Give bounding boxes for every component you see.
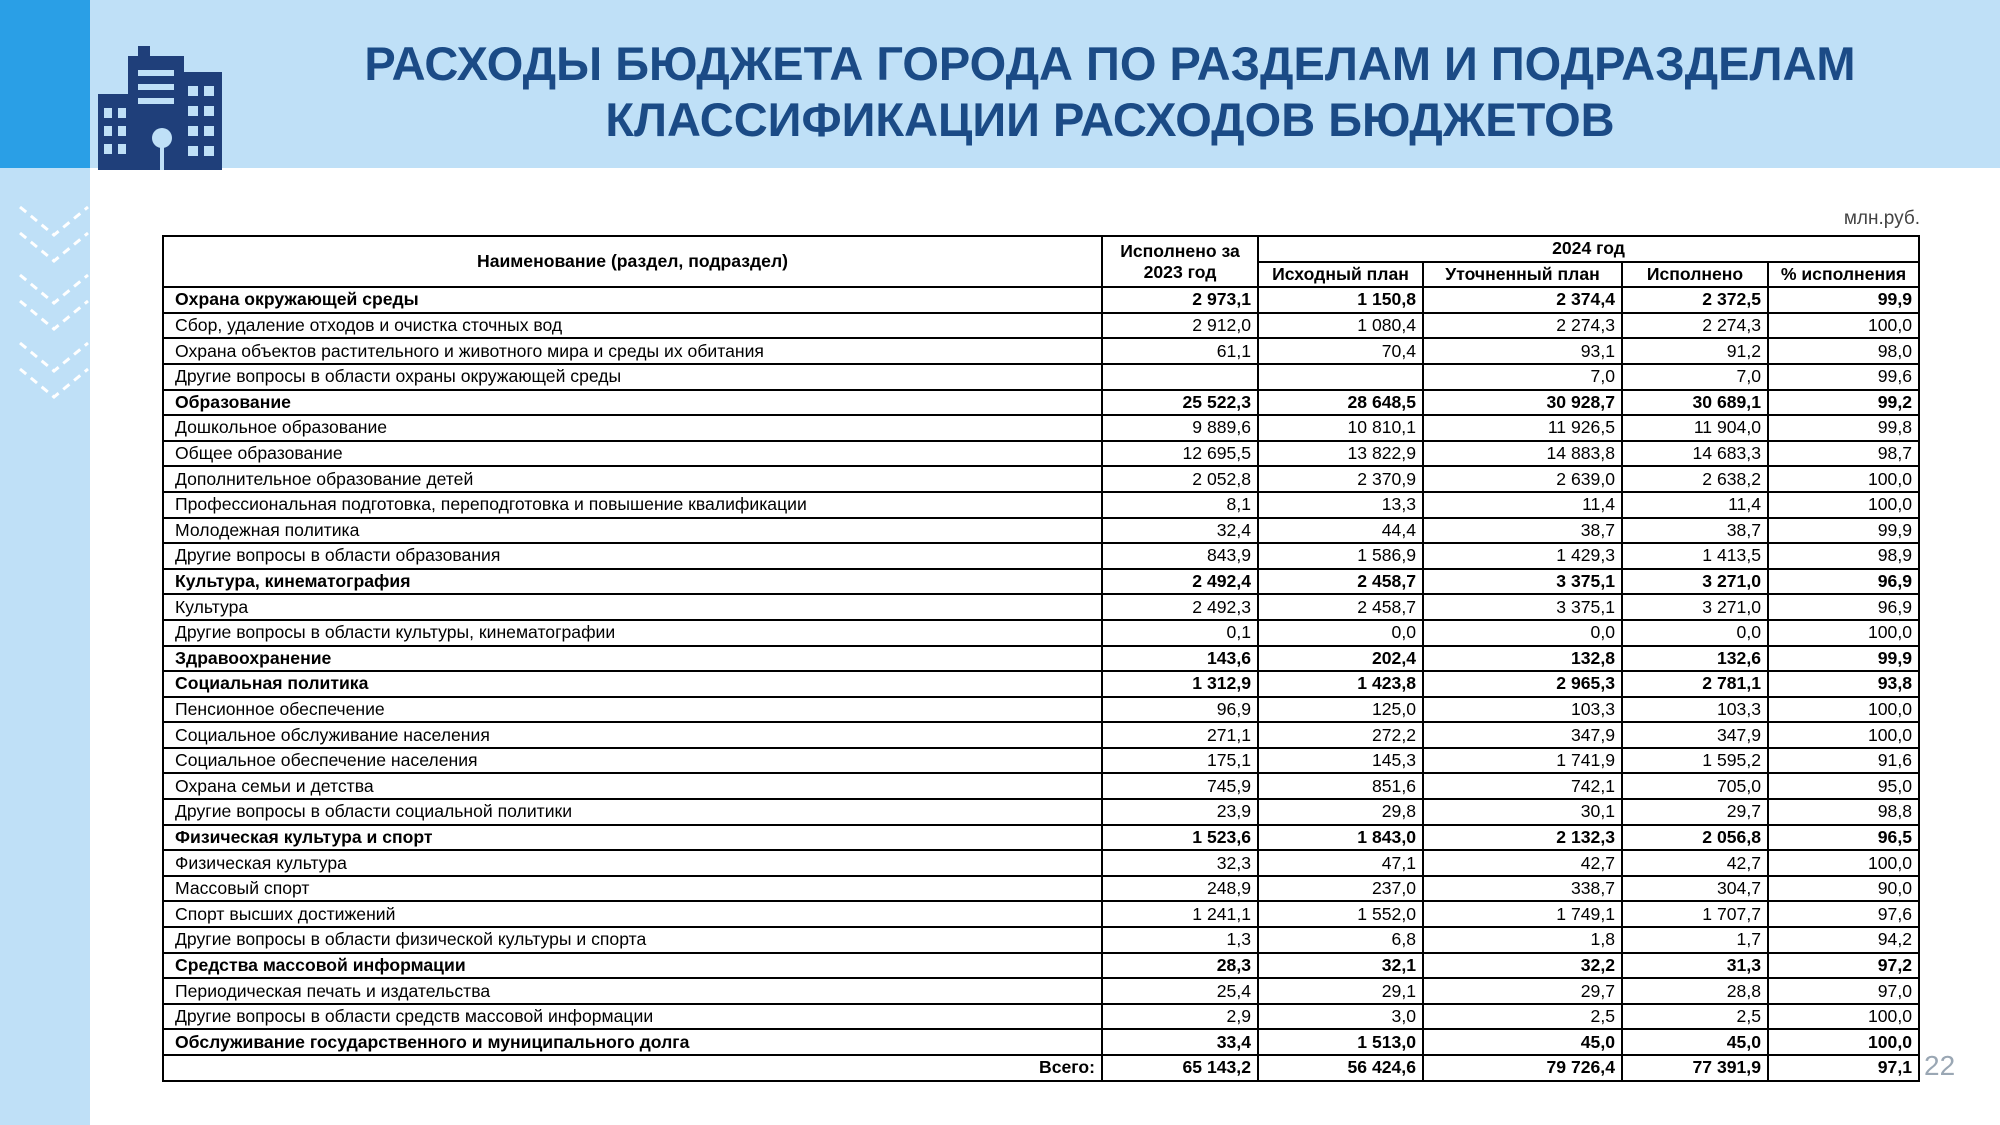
cell-revised: 29,7 <box>1423 978 1622 1004</box>
cell-revised: 30,1 <box>1423 799 1622 825</box>
row-name: Средства массовой информации <box>163 953 1102 979</box>
cell-v2023 <box>1102 364 1258 390</box>
cell-initial: 1 513,0 <box>1258 1029 1423 1055</box>
row-name: Общее образование <box>163 441 1102 467</box>
cell-revised: 2 132,3 <box>1423 825 1622 851</box>
cell-executed: 11 904,0 <box>1622 415 1768 441</box>
cell-executed: 38,7 <box>1622 518 1768 544</box>
cell-percent: 97,2 <box>1768 953 1919 979</box>
cell-initial: 1 586,9 <box>1258 543 1423 569</box>
cell-executed: 14 683,3 <box>1622 441 1768 467</box>
table-row <box>163 978 1919 1004</box>
table-row <box>163 338 1919 364</box>
cell-initial: 28 648,5 <box>1258 390 1423 416</box>
row-name: Обслуживание государственного и муниципального долга <box>163 1029 1102 1055</box>
cell-percent: 97,0 <box>1768 978 1919 1004</box>
column-header-2023-line1: Исполнено за <box>1120 240 1240 261</box>
cell-revised: 1 741,9 <box>1423 748 1622 774</box>
cell-v2023: 32,3 <box>1102 850 1258 876</box>
cell-percent: 100,0 <box>1768 722 1919 748</box>
cell-revised: 2 639,0 <box>1423 466 1622 492</box>
cell-percent: 99,6 <box>1768 364 1919 390</box>
cell-percent: 96,9 <box>1768 594 1919 620</box>
cell-initial: 272,2 <box>1258 722 1423 748</box>
table-row <box>163 953 1919 979</box>
cell-executed: 11,4 <box>1622 492 1768 518</box>
column-header-revised-plan: Уточненный план <box>1423 262 1622 288</box>
row-name: Социальное обеспечение населения <box>163 748 1102 774</box>
table-row <box>163 748 1919 774</box>
table-row <box>163 773 1919 799</box>
cell-initial: 1 150,8 <box>1258 287 1423 313</box>
cell-executed: 1 595,2 <box>1622 748 1768 774</box>
cell-revised: 103,3 <box>1423 697 1622 723</box>
cell-executed: 1,7 <box>1622 927 1768 953</box>
cell-v2023: 12 695,5 <box>1102 441 1258 467</box>
cell-executed: 91,2 <box>1622 338 1768 364</box>
cell-revised: 42,7 <box>1423 850 1622 876</box>
cell-revised: 347,9 <box>1423 722 1622 748</box>
cell-executed: 347,9 <box>1622 722 1768 748</box>
table-row <box>163 543 1919 569</box>
cell-initial: 237,0 <box>1258 876 1423 902</box>
cell-revised: 11,4 <box>1423 492 1622 518</box>
cell-percent: 100,0 <box>1768 1004 1919 1030</box>
cell-executed: 28,8 <box>1622 978 1768 1004</box>
row-name: Охрана семьи и детства <box>163 773 1102 799</box>
cell-initial: 2 370,9 <box>1258 466 1423 492</box>
cell-percent: 98,7 <box>1768 441 1919 467</box>
cell-initial: 6,8 <box>1258 927 1423 953</box>
cell-v2023: 2 912,0 <box>1102 313 1258 339</box>
cell-executed: 42,7 <box>1622 850 1768 876</box>
row-name: Молодежная политика <box>163 518 1102 544</box>
row-name: Образование <box>163 390 1102 416</box>
cell-revised: 1 749,1 <box>1423 901 1622 927</box>
row-name: Другие вопросы в области средств массовой информации <box>163 1004 1102 1030</box>
city-buildings-icon <box>98 46 222 170</box>
cell-percent: 98,9 <box>1768 543 1919 569</box>
cell-v2023: 1 312,9 <box>1102 671 1258 697</box>
cell-revised: 1 429,3 <box>1423 543 1622 569</box>
cell-initial: 145,3 <box>1258 748 1423 774</box>
cell-initial: 202,4 <box>1258 646 1423 672</box>
cell-v2023: 8,1 <box>1102 492 1258 518</box>
table-row <box>163 415 1919 441</box>
table-row <box>163 620 1919 646</box>
cell-executed: 1 413,5 <box>1622 543 1768 569</box>
cell-percent: 91,6 <box>1768 748 1919 774</box>
cell-percent: 94,2 <box>1768 927 1919 953</box>
total-label: Всего: <box>163 1055 1102 1081</box>
cell-v2023: 2 492,3 <box>1102 594 1258 620</box>
row-name: Социальная политика <box>163 671 1102 697</box>
cell-initial: 1 552,0 <box>1258 901 1423 927</box>
row-name: Физическая культура и спорт <box>163 825 1102 851</box>
table-row <box>163 594 1919 620</box>
cell-v2023: 0,1 <box>1102 620 1258 646</box>
cell-executed: 3 271,0 <box>1622 569 1768 595</box>
cell-percent: 100,0 <box>1768 850 1919 876</box>
cell-executed: 2 372,5 <box>1622 287 1768 313</box>
cell-revised: 132,8 <box>1423 646 1622 672</box>
row-name: Дошкольное образование <box>163 415 1102 441</box>
cell-initial: 1 843,0 <box>1258 825 1423 851</box>
cell-revised: 742,1 <box>1423 773 1622 799</box>
cell-v2023: 28,3 <box>1102 953 1258 979</box>
cell-initial: 13,3 <box>1258 492 1423 518</box>
column-header-initial-plan: Исходный план <box>1258 262 1423 288</box>
cell-v2023: 143,6 <box>1102 646 1258 672</box>
cell-revised: 7,0 <box>1423 364 1622 390</box>
cell-v2023: 23,9 <box>1102 799 1258 825</box>
cell-percent: 96,5 <box>1768 825 1919 851</box>
table-row <box>163 364 1919 390</box>
cell-initial: 10 810,1 <box>1258 415 1423 441</box>
total-row <box>163 1055 1919 1081</box>
cell-initial: 1 423,8 <box>1258 671 1423 697</box>
column-header-name: Наименование (раздел, подраздел) <box>163 236 1102 287</box>
row-name: Другие вопросы в области культуры, кинематографии <box>163 620 1102 646</box>
cell-initial: 47,1 <box>1258 850 1423 876</box>
cell-percent: 99,9 <box>1768 518 1919 544</box>
cell-v2023: 2 973,1 <box>1102 287 1258 313</box>
cell-executed: 304,7 <box>1622 876 1768 902</box>
cell-initial: 2 458,7 <box>1258 569 1423 595</box>
cell-initial <box>1258 364 1423 390</box>
cell-v2023: 25,4 <box>1102 978 1258 1004</box>
page-title <box>280 36 1940 148</box>
table-body <box>163 287 1919 1080</box>
cell-executed: 0,0 <box>1622 620 1768 646</box>
cell-v2023: 2 492,4 <box>1102 569 1258 595</box>
row-name: Социальное обслуживание населения <box>163 722 1102 748</box>
column-header-2023-line2: 2023 год <box>1143 261 1217 282</box>
total-v2023: 65 143,2 <box>1102 1055 1258 1081</box>
table-row <box>163 441 1919 467</box>
cell-v2023: 745,9 <box>1102 773 1258 799</box>
cell-v2023: 33,4 <box>1102 1029 1258 1055</box>
cell-revised: 93,1 <box>1423 338 1622 364</box>
row-name: Здравоохранение <box>163 646 1102 672</box>
table-row <box>163 518 1919 544</box>
cell-executed: 2 056,8 <box>1622 825 1768 851</box>
row-name: Охрана окружающей среды <box>163 287 1102 313</box>
row-name: Пенсионное обеспечение <box>163 697 1102 723</box>
cell-percent: 99,8 <box>1768 415 1919 441</box>
cell-percent: 99,9 <box>1768 646 1919 672</box>
row-name: Дополнительное образование детей <box>163 466 1102 492</box>
table-row <box>163 671 1919 697</box>
cell-executed: 45,0 <box>1622 1029 1768 1055</box>
cell-executed: 2,5 <box>1622 1004 1768 1030</box>
table-row <box>163 492 1919 518</box>
total-initial: 56 424,6 <box>1258 1055 1423 1081</box>
cell-v2023: 96,9 <box>1102 697 1258 723</box>
cell-v2023: 61,1 <box>1102 338 1258 364</box>
title-line-1: РАСХОДЫ БЮДЖЕТА ГОРОДА ПО РАЗДЕЛАМ И ПОДРАЗДЕЛАМ <box>364 37 1856 90</box>
cell-v2023: 248,9 <box>1102 876 1258 902</box>
cell-percent: 100,0 <box>1768 1029 1919 1055</box>
cell-executed: 705,0 <box>1622 773 1768 799</box>
cell-v2023: 271,1 <box>1102 722 1258 748</box>
table-row <box>163 722 1919 748</box>
cell-revised: 3 375,1 <box>1423 594 1622 620</box>
cell-executed: 132,6 <box>1622 646 1768 672</box>
cell-v2023: 843,9 <box>1102 543 1258 569</box>
cell-executed: 103,3 <box>1622 697 1768 723</box>
cell-revised: 11 926,5 <box>1423 415 1622 441</box>
table-row <box>163 646 1919 672</box>
total-executed: 77 391,9 <box>1622 1055 1768 1081</box>
header-row-1 <box>163 236 1919 262</box>
left-decor-strip <box>0 0 90 1125</box>
table-row <box>163 569 1919 595</box>
cell-executed: 2 274,3 <box>1622 313 1768 339</box>
cell-v2023: 9 889,6 <box>1102 415 1258 441</box>
cell-v2023: 1 523,6 <box>1102 825 1258 851</box>
cell-percent: 98,0 <box>1768 338 1919 364</box>
row-name: Другие вопросы в области физической культуры и спорта <box>163 927 1102 953</box>
cell-executed: 31,3 <box>1622 953 1768 979</box>
cell-v2023: 2 052,8 <box>1102 466 1258 492</box>
left-accent-block <box>0 0 90 168</box>
cell-percent: 100,0 <box>1768 620 1919 646</box>
cell-initial: 0,0 <box>1258 620 1423 646</box>
table-row <box>163 850 1919 876</box>
cell-percent: 96,9 <box>1768 569 1919 595</box>
cell-initial: 29,1 <box>1258 978 1423 1004</box>
row-name: Спорт высших достижений <box>163 901 1102 927</box>
row-name: Физическая культура <box>163 850 1102 876</box>
cell-percent: 100,0 <box>1768 492 1919 518</box>
row-name: Массовый спорт <box>163 876 1102 902</box>
cell-percent: 99,9 <box>1768 287 1919 313</box>
table-row <box>163 466 1919 492</box>
row-name: Культура, кинематография <box>163 569 1102 595</box>
cell-revised: 2,5 <box>1423 1004 1622 1030</box>
cell-initial: 125,0 <box>1258 697 1423 723</box>
table-row <box>163 697 1919 723</box>
cell-executed: 7,0 <box>1622 364 1768 390</box>
cell-revised: 3 375,1 <box>1423 569 1622 595</box>
cell-percent: 98,8 <box>1768 799 1919 825</box>
cell-revised: 30 928,7 <box>1423 390 1622 416</box>
cell-executed: 2 638,2 <box>1622 466 1768 492</box>
cell-initial: 44,4 <box>1258 518 1423 544</box>
cell-v2023: 25 522,3 <box>1102 390 1258 416</box>
cell-initial: 1 080,4 <box>1258 313 1423 339</box>
cell-revised: 2 374,4 <box>1423 287 1622 313</box>
cell-revised: 38,7 <box>1423 518 1622 544</box>
table-row <box>163 313 1919 339</box>
row-name: Другие вопросы в области образования <box>163 543 1102 569</box>
total-percent: 97,1 <box>1768 1055 1919 1081</box>
cell-initial: 32,1 <box>1258 953 1423 979</box>
unit-label: млн.руб. <box>1843 208 1920 229</box>
cell-initial: 70,4 <box>1258 338 1423 364</box>
cell-executed: 3 271,0 <box>1622 594 1768 620</box>
table-row <box>163 876 1919 902</box>
cell-executed: 2 781,1 <box>1622 671 1768 697</box>
row-name: Культура <box>163 594 1102 620</box>
cell-revised: 0,0 <box>1423 620 1622 646</box>
cell-percent: 95,0 <box>1768 773 1919 799</box>
cell-percent: 93,8 <box>1768 671 1919 697</box>
column-header-executed: Исполнено <box>1622 262 1768 288</box>
cell-revised: 2 274,3 <box>1423 313 1622 339</box>
cell-v2023: 1 241,1 <box>1102 901 1258 927</box>
row-name: Охрана объектов растительного и животного мира и среды их обитания <box>163 338 1102 364</box>
cell-revised: 45,0 <box>1423 1029 1622 1055</box>
cell-initial: 13 822,9 <box>1258 441 1423 467</box>
cell-v2023: 175,1 <box>1102 748 1258 774</box>
cell-v2023: 1,3 <box>1102 927 1258 953</box>
table-row <box>163 927 1919 953</box>
table-row <box>163 287 1919 313</box>
cell-initial: 29,8 <box>1258 799 1423 825</box>
cell-executed: 1 707,7 <box>1622 901 1768 927</box>
cell-percent: 99,2 <box>1768 390 1919 416</box>
cell-percent: 100,0 <box>1768 466 1919 492</box>
row-name: Периодическая печать и издательства <box>163 978 1102 1004</box>
table-row <box>163 1004 1919 1030</box>
table-row <box>163 825 1919 851</box>
cell-revised: 14 883,8 <box>1423 441 1622 467</box>
column-header-percent: % исполнения <box>1768 262 1919 288</box>
cell-v2023: 2,9 <box>1102 1004 1258 1030</box>
row-name: Сбор, удаление отходов и очистка сточных вод <box>163 313 1102 339</box>
title-line-2: КЛАССИФИКАЦИИ РАСХОДОВ БЮДЖЕТОВ <box>605 93 1615 146</box>
budget-expenses-table <box>162 235 1920 1082</box>
cell-revised: 32,2 <box>1423 953 1622 979</box>
table-row <box>163 799 1919 825</box>
cell-executed: 29,7 <box>1622 799 1768 825</box>
table-row <box>163 901 1919 927</box>
cell-percent: 90,0 <box>1768 876 1919 902</box>
row-name: Другие вопросы в области охраны окружающей среды <box>163 364 1102 390</box>
cell-revised: 338,7 <box>1423 876 1622 902</box>
cell-executed: 30 689,1 <box>1622 390 1768 416</box>
cell-revised: 2 965,3 <box>1423 671 1622 697</box>
cell-initial: 3,0 <box>1258 1004 1423 1030</box>
column-header-2023 <box>1102 236 1258 287</box>
page-number: 22 <box>1924 1050 1956 1081</box>
cell-percent: 100,0 <box>1768 313 1919 339</box>
cell-revised: 1,8 <box>1423 927 1622 953</box>
row-name: Другие вопросы в области социальной политики <box>163 799 1102 825</box>
cell-initial: 851,6 <box>1258 773 1423 799</box>
total-revised: 79 726,4 <box>1423 1055 1622 1081</box>
column-group-2024: 2024 год <box>1258 236 1919 262</box>
cell-v2023: 32,4 <box>1102 518 1258 544</box>
row-name: Профессиональная подготовка, переподготовка и повышение квалификации <box>163 492 1102 518</box>
chevrons-decor-icon <box>18 205 90 415</box>
table-row <box>163 1029 1919 1055</box>
table-row <box>163 390 1919 416</box>
cell-percent: 97,6 <box>1768 901 1919 927</box>
cell-initial: 2 458,7 <box>1258 594 1423 620</box>
cell-percent: 100,0 <box>1768 697 1919 723</box>
